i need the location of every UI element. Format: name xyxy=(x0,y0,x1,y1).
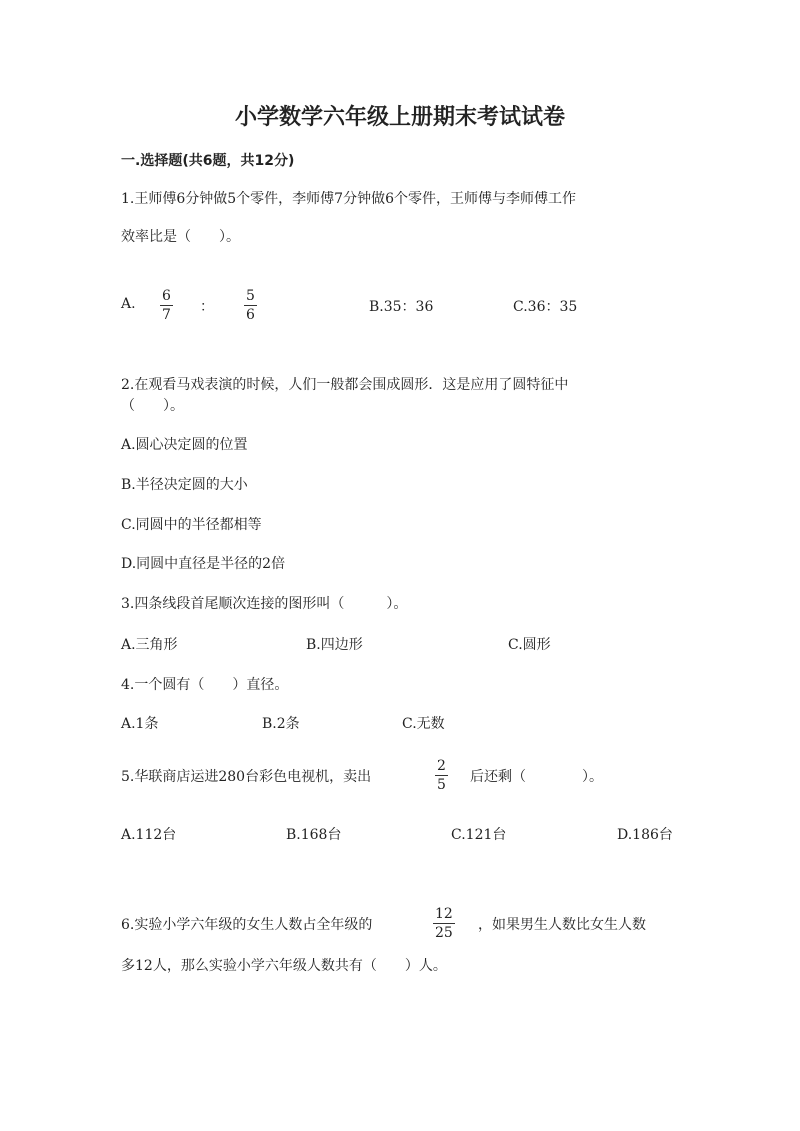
fraction-numerator: 12 xyxy=(435,906,453,922)
q6-fraction xyxy=(433,906,455,941)
q1-option-a-fraction-2 xyxy=(244,288,257,323)
fraction-bar xyxy=(244,305,257,306)
q3-option-c: C.圆形 xyxy=(508,637,551,653)
q5-fraction xyxy=(435,758,448,793)
fraction-denominator: 5 xyxy=(437,777,446,793)
page-title: 小学数学六年级上册期末考试试卷 xyxy=(234,105,565,130)
q2-text-line1: 2.在观看马戏表演的时候，人们一般都会围成圆形．这是应用了圆特征中 xyxy=(121,377,569,393)
fraction-denominator: 6 xyxy=(246,307,255,323)
q4-option-c: C.无数 xyxy=(402,716,445,732)
q2-option-b: B.半径决定圆的大小 xyxy=(121,477,248,493)
q5-option-a: A.112台 xyxy=(121,827,177,843)
q4-text: 4.一个圆有（ ）直径。 xyxy=(121,677,289,693)
q2-option-d: D.同圆中直径是半径的2倍 xyxy=(121,556,286,572)
fraction-bar xyxy=(160,305,173,306)
q6-text-post: ，如果男生人数比女生人数 xyxy=(478,917,646,933)
q3-option-a: A.三角形 xyxy=(121,637,178,653)
q2-text-line2: （ ）。 xyxy=(121,398,184,414)
fraction-bar xyxy=(435,775,448,776)
q1-option-a-colon: ： xyxy=(200,299,214,315)
q1-option-a-label: A. xyxy=(121,296,136,312)
q1-option-c: C.36：35 xyxy=(513,299,578,315)
q3-option-b: B.四边形 xyxy=(306,637,363,653)
fraction-denominator: 7 xyxy=(162,307,171,323)
q4-option-b: B.2条 xyxy=(262,716,300,732)
section-heading: 一.选择题(共6题，共12分) xyxy=(121,153,295,169)
q3-text: 3.四条线段首尾顺次连接的图形叫（ ）。 xyxy=(121,596,408,612)
q5-option-b: B.168台 xyxy=(286,827,342,843)
q4-option-a: A.1条 xyxy=(121,716,159,732)
q6-text-line2: 多12人，那么实验小学六年级人数共有（ ）人。 xyxy=(121,958,447,974)
q6-text-pre: 6.实验小学六年级的女生人数占全年级的 xyxy=(121,917,373,933)
q1-option-a-fraction-1 xyxy=(160,288,173,323)
q5-text-pre: 5.华联商店运进280台彩色电视机，卖出 xyxy=(121,769,372,785)
q1-option-b: B.35：36 xyxy=(369,299,434,315)
q2-option-a: A.圆心决定圆的位置 xyxy=(121,437,248,453)
q5-option-d: D.186台 xyxy=(617,827,673,843)
fraction-numerator: 5 xyxy=(246,288,255,304)
fraction-numerator: 6 xyxy=(162,288,171,304)
q5-text-post: 后还剩（ ）。 xyxy=(470,769,603,785)
q1-text-line1: 1.王师傅6分钟做5个零件，李师傅7分钟做6个零件，王师傅与李师傅工作 xyxy=(121,191,576,207)
fraction-denominator: 25 xyxy=(435,925,453,941)
q1-text-line2: 效率比是（ ）。 xyxy=(121,229,240,245)
fraction-numerator: 2 xyxy=(437,758,446,774)
q2-option-c: C.同圆中的半径都相等 xyxy=(121,517,262,533)
q5-option-c: C.121台 xyxy=(451,827,507,843)
fraction-bar xyxy=(433,923,455,924)
